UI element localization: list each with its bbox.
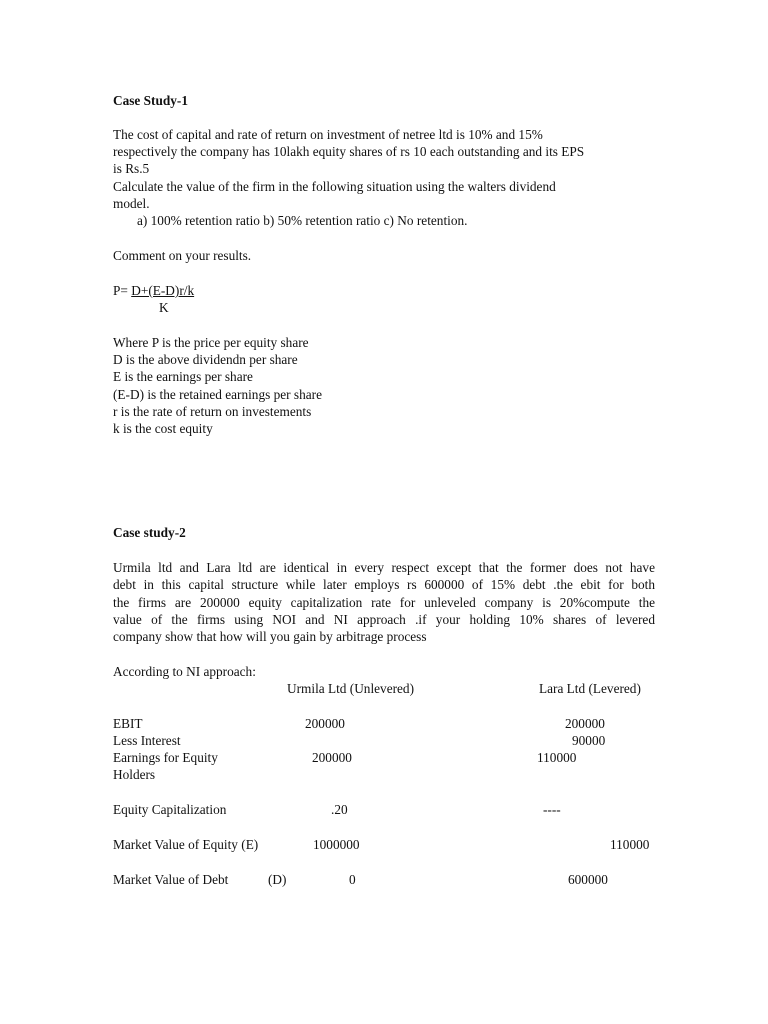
table-row-label: EBIT xyxy=(113,716,143,731)
case-study-1-heading: Case Study-1 xyxy=(113,93,188,108)
table-cell-unlevered: 0 xyxy=(349,872,356,887)
column-header-levered: Lara Ltd (Levered) xyxy=(539,681,641,696)
table-cell-levered: ---- xyxy=(543,802,561,817)
table-cell-unlevered: 200000 xyxy=(305,716,345,731)
retention-options: a) 100% retention ratio b) 50% retention ratio c) No retention. xyxy=(137,213,468,228)
case2-para-line-4: value of the firms using NOI and NI approach .if your holding 10% shares of levered xyxy=(113,612,655,627)
table-row-label: Market Value of Equity (E) xyxy=(113,837,259,852)
definition-line: D is the above dividendn per share xyxy=(113,352,298,367)
table-row-label-continued: Holders xyxy=(113,767,156,782)
definition-line: (E-D) is the retained earnings per share xyxy=(113,387,322,402)
table-cell-levered: 200000 xyxy=(565,716,605,731)
case1-para-line-2: respectively the company has 10lakh equity shares of rs 10 each outstanding and its EPS xyxy=(113,144,585,159)
table-cell-levered: 90000 xyxy=(572,733,606,748)
ni-approach-label: According to NI approach: xyxy=(113,664,256,679)
table-cell-unlevered: 1000000 xyxy=(313,837,360,852)
table-cell-levered: 110000 xyxy=(610,837,650,852)
walter-formula xyxy=(113,282,194,299)
table-cell-levered: 600000 xyxy=(568,872,608,887)
table-row-label-d: (D) xyxy=(268,872,287,887)
formula-prefix: P= xyxy=(113,283,132,298)
case2-para-line-1: Urmila ltd and Lara ltd are identical in every respect except that the former does not have xyxy=(113,560,655,575)
case1-para-line-5: model. xyxy=(113,196,150,211)
formula-denominator: K xyxy=(159,300,169,315)
definition-line: Where P is the price per equity share xyxy=(113,335,309,350)
table-row-label: Market Value of Debt xyxy=(113,872,229,887)
case1-para-line-1: The cost of capital and rate of return on investment of netree ltd is 10% and 15% xyxy=(113,127,543,142)
column-header-unlevered: Urmila Ltd (Unlevered) xyxy=(287,681,415,696)
table-row-label: Equity Capitalization xyxy=(113,802,227,817)
table-row-label: Earnings for Equity xyxy=(113,750,218,765)
case1-para-line-4: Calculate the value of the firm in the following situation using the walters dividend xyxy=(113,179,556,194)
case1-para-line-3: is Rs.5 xyxy=(113,161,150,176)
case2-para-line-5: company show that how will you gain by arbitrage process xyxy=(113,629,427,644)
case2-para-line-3: the firms are 200000 equity capitalization rate for unleveled company is 20%compute the xyxy=(113,595,655,610)
comment-line: Comment on your results. xyxy=(113,248,252,263)
case-study-2-heading: Case study-2 xyxy=(113,525,186,540)
table-cell-levered: 110000 xyxy=(537,750,577,765)
definition-line: k is the cost equity xyxy=(113,421,213,436)
definition-line: E is the earnings per share xyxy=(113,369,253,384)
formula-numerator: D+(E-D)r/k xyxy=(131,283,195,298)
case2-para-line-2: debt in this capital structure while later employs rs 600000 of 15% debt .the ebit for both xyxy=(113,577,655,592)
definition-line: r is the rate of return on investements xyxy=(113,404,312,419)
table-cell-unlevered: .20 xyxy=(331,802,348,817)
table-cell-unlevered: 200000 xyxy=(312,750,352,765)
table-row-label: Less Interest xyxy=(113,733,181,748)
